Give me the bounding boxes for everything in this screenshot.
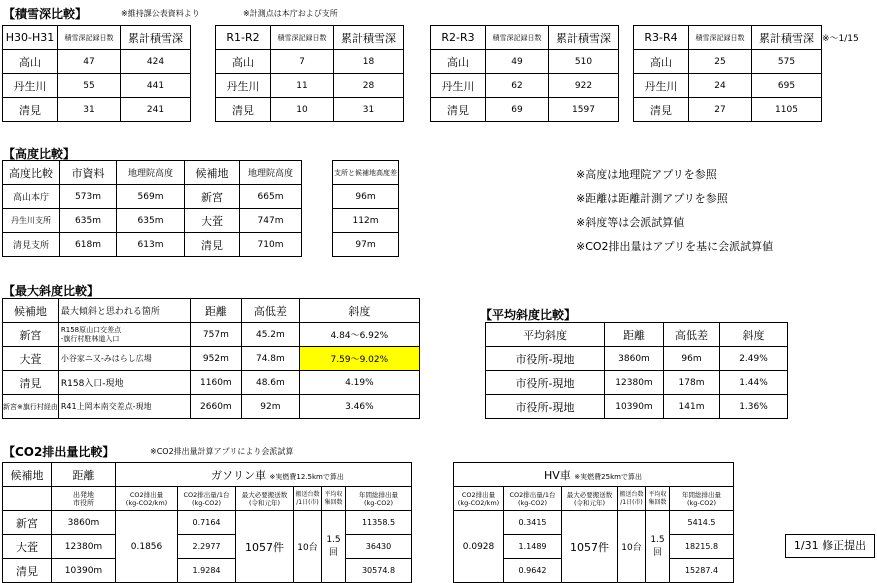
altitude-cell: 635m [117,209,185,233]
co2-hv-per: 0.9642 [504,559,562,583]
co2-gas-total: 11358.5 [346,511,412,535]
altitude-diff-header: 支所と候補地高度差 [333,161,399,185]
altitude-cell: 丹生川支所 [3,209,60,233]
snow-header-days: 積雪深記録日数 [486,26,549,50]
note-altitude: ※高度は地理院アプリを参照 [576,168,717,181]
slope-cell: 4.84～6.92% [299,323,419,347]
slope-cell: 757m [190,323,241,347]
co2-gas-sub: CO2排出量 (kg-CO2/km) [116,487,178,511]
co2-gas-sub: 搬送台数 /1日(市) [294,487,322,511]
snow-value: 695 [752,74,822,98]
slope-header: 距離 [190,299,241,323]
avg-slope-header: 平均斜度 [486,323,605,347]
co2-dist: 10390m [52,559,116,583]
avg-slope-cell: 10390m [605,395,664,419]
co2-name: 新宮 [3,511,52,535]
snow-value: 49 [486,50,549,74]
co2-hv-table [453,462,734,583]
snow-period: R2-R3 [431,26,486,50]
snow-value: 62 [486,74,549,98]
co2-gas-count: 1057件 [236,511,294,583]
slope-cell: 48.6m [241,371,299,395]
altitude-header-compare: 高度比較 [3,161,60,185]
co2-hv-times: 1.5 回 [646,511,670,583]
avg-slope-header: 高低差 [664,323,720,347]
snow-value: 241 [121,98,191,122]
slope-cell: R158入口-現地 [58,371,190,395]
co2-gas-total: 36430 [346,535,412,559]
snow-value: 69 [486,98,549,122]
note-distance: ※距離は距離計測アプリを参照 [576,192,728,205]
snow-title: 【積雪深比較】 [3,7,88,21]
snow-location: 高山 [431,50,486,74]
slope-header: 最大傾斜と思われる箇所 [58,299,190,323]
altitude-diff-cell: 96m [333,185,399,209]
co2-gas-table [115,462,412,583]
co2-hv-per: 0.3415 [504,511,562,535]
altitude-cell: 高山本庁 [3,185,60,209]
snow-location: 丹生川 [3,74,58,98]
avg-slope-cell: 12380m [605,371,664,395]
altitude-diff-cell: 112m [333,209,399,233]
co2-note: ※CO2排出量計算アプリにより会派試算 [150,447,294,456]
avg-slope-header: 斜度 [720,323,788,347]
snow-note-source: ※維持課公表資料より [121,9,200,18]
altitude-cell: 747m [240,209,302,233]
slope-cell: R41上岡本南交差点-現地 [58,395,190,419]
snow-value: 922 [549,74,619,98]
avg-slope-cell: 市役所-現地 [486,347,605,371]
co2-hv-sub: 年間総排出量 (kg-CO2) [670,487,734,511]
snow-value: 55 [58,74,121,98]
co2-gas-per: 2.2977 [178,535,236,559]
snow-value: 24 [689,74,752,98]
co2-header-candidate: 候補地 [3,463,52,487]
snow-location: 丹生川 [216,74,271,98]
snow-table-1 [215,25,404,122]
avg-slope-header: 距離 [605,323,664,347]
snow-value: 28 [334,74,404,98]
altitude-title: 【高度比較】 [3,147,76,161]
snow-location: 高山 [3,50,58,74]
avg-slope-cell: 96m [664,347,720,371]
snow-period: R3-R4 [634,26,689,50]
co2-dist: 3860m [52,511,116,535]
altitude-cell: 清見 [185,233,240,257]
snow-value: 575 [752,50,822,74]
snow-value: 424 [121,50,191,74]
co2-gas-sub: 最大必要搬送数 (令和元年) [236,487,294,511]
snow-location: 清見 [431,98,486,122]
snow-period: H30-H31 [3,26,58,50]
altitude-cell: 573m [60,185,117,209]
co2-header-distance: 距離 [52,463,116,487]
avg-slope-cell: 141m [664,395,720,419]
snow-period: R1-R2 [216,26,271,50]
avg-slope-cell: 2.49% [720,347,788,371]
co2-hv-total: 5414.5 [670,511,734,535]
snow-location: 清見 [3,98,58,122]
altitude-cell: 新宮 [185,185,240,209]
co2-hv-total: 15287.4 [670,559,734,583]
snow-table-2 [430,25,619,122]
co2-hv-sub: 最大必要搬送数 (令和元年) [562,487,618,511]
altitude-cell: 635m [60,209,117,233]
altitude-header-candidate: 候補地 [185,161,240,185]
slope-cell: 952m [190,347,241,371]
snow-value: 510 [549,50,619,74]
co2-distance-sub: 出発地 市役所 [52,487,116,511]
co2-gas-per: 1.9284 [178,559,236,583]
altitude-header-gsi2: 地理院高度 [240,161,302,185]
slope-cell-highlight: 7.59～9.02% [299,347,419,371]
co2-hv-note: ※実燃費25kmで算出 [574,472,642,481]
co2-name: 清見 [3,559,52,583]
altitude-diff-table [332,160,399,257]
slope-cell: 3.46% [299,395,419,419]
altitude-cell: 665m [240,185,302,209]
snow-location: 丹生川 [634,74,689,98]
co2-hv-sub: CO2排出量 (kg-CO2/km) [454,487,504,511]
snow-note-date: ※～1/15 [822,34,859,44]
co2-gas-note: ※実燃費12.5kmで算出 [269,472,344,481]
snow-value: 1597 [549,98,619,122]
co2-gas-sub: 年間総排出量 (kg-CO2) [346,487,412,511]
avg-slope-cell: 3860m [605,347,664,371]
altitude-cell: 清見支所 [3,233,60,257]
snow-header-total: 累計積雪深 [752,26,822,50]
snow-value: 25 [689,50,752,74]
co2-name: 大萓 [3,535,52,559]
co2-gas-per: 0.7164 [178,511,236,535]
snow-value: 18 [334,50,404,74]
co2-dist: 12380m [52,535,116,559]
snow-value: 1105 [752,98,822,122]
avg-slope-cell: 1.36% [720,395,788,419]
note-slope: ※斜度等は会派試算値 [576,216,685,229]
snow-value: 10 [271,98,334,122]
snow-table-0 [2,25,191,122]
snow-value: 7 [271,50,334,74]
co2-gas-header [116,463,412,487]
co2-gas-rate: 0.1856 [116,511,178,583]
slope-title: 【最大斜度比較】 [3,284,100,298]
slope-cell: 小谷家ニ又-みはらし広場 [58,347,190,371]
co2-hv-sub: CO2排出量/1台 (kg-CO2) [504,487,562,511]
avg-slope-cell: 178m [664,371,720,395]
altitude-cell: 618m [60,233,117,257]
slope-cell: 74.8m [241,347,299,371]
snow-value: 47 [58,50,121,74]
co2-gas-total: 30574.8 [346,559,412,583]
co2-hv-sub: 平均収集回数 [646,487,670,511]
snow-location: 丹生川 [431,74,486,98]
snow-header-days: 積雪深記録日数 [689,26,752,50]
avg-slope-cell: 1.44% [720,371,788,395]
slope-cell: R158原山口交差点 -旗行村駐林道入口 [58,323,190,347]
slope-cell: 45.2m [241,323,299,347]
co2-hv-rate: 0.0928 [454,511,504,583]
co2-hv-title: HV車 [544,468,571,482]
co2-hv-header [454,463,734,487]
note-co2: ※CO2排出量はアプリを基に会派試算値 [576,240,774,253]
snow-header-total: 累計積雪深 [549,26,619,50]
altitude-cell: 613m [117,233,185,257]
avg-slope-cell: 市役所-現地 [486,371,605,395]
altitude-diff-cell: 97m [333,233,399,257]
co2-hv-total: 18215.8 [670,535,734,559]
co2-gas-sub: CO2排出量/1台 (kg-CO2) [178,487,236,511]
co2-left-table [2,462,116,583]
snow-header-total: 累計積雪深 [334,26,404,50]
slope-cell: 4.19% [299,371,419,395]
snow-header-days: 積雪深記録日数 [58,26,121,50]
slope-header: 候補地 [3,299,59,323]
snow-value: 441 [121,74,191,98]
snow-location: 清見 [634,98,689,122]
altitude-cell: 大萓 [185,209,240,233]
slope-table [2,298,420,419]
co2-gas-title: ガソリン車 [211,468,266,482]
slope-header: 高低差 [241,299,299,323]
snow-header-days: 積雪深記録日数 [271,26,334,50]
slope-cell: 2660m [190,395,241,419]
snow-value: 31 [58,98,121,122]
slope-cell: 92m [241,395,299,419]
avg-slope-title: 【平均斜度比較】 [480,308,577,322]
altitude-cell: 569m [117,185,185,209]
slope-cell: 新宮 [3,323,59,347]
altitude-table [2,160,302,257]
slope-cell: 1160m [190,371,241,395]
correction-label: 1/31 修正提出 [785,534,875,558]
co2-gas-sub: 平均収集回数 [322,487,346,511]
slope-cell: 清見 [3,371,59,395]
altitude-cell: 710m [240,233,302,257]
co2-title: 【CO2排出量比較】 [3,445,115,459]
slope-cell: 大萓 [3,347,59,371]
co2-hv-sub: 搬送台数 /1日(市) [618,487,646,511]
co2-hv-count: 1057件 [562,511,618,583]
snow-note-point: ※計測点は本庁および支所 [243,9,338,18]
altitude-header-gsi: 地理院高度 [117,161,185,185]
snow-value: 31 [334,98,404,122]
avg-slope-cell: 市役所-現地 [486,395,605,419]
snow-header-total: 累計積雪深 [121,26,191,50]
co2-gas-times: 1.5 回 [322,511,346,583]
snow-location: 清見 [216,98,271,122]
altitude-header-city: 市資料 [60,161,117,185]
slope-header: 斜度 [299,299,419,323]
snow-value: 27 [689,98,752,122]
snow-value: 11 [271,74,334,98]
snow-location: 高山 [634,50,689,74]
snow-location: 高山 [216,50,271,74]
avg-slope-table [485,322,788,419]
snow-table-3 [633,25,822,122]
co2-hv-trucks: 10台 [618,511,646,583]
co2-gas-trucks: 10台 [294,511,322,583]
slope-cell: 新宮※旗行村経由 [3,395,59,419]
co2-hv-per: 1.1489 [504,535,562,559]
